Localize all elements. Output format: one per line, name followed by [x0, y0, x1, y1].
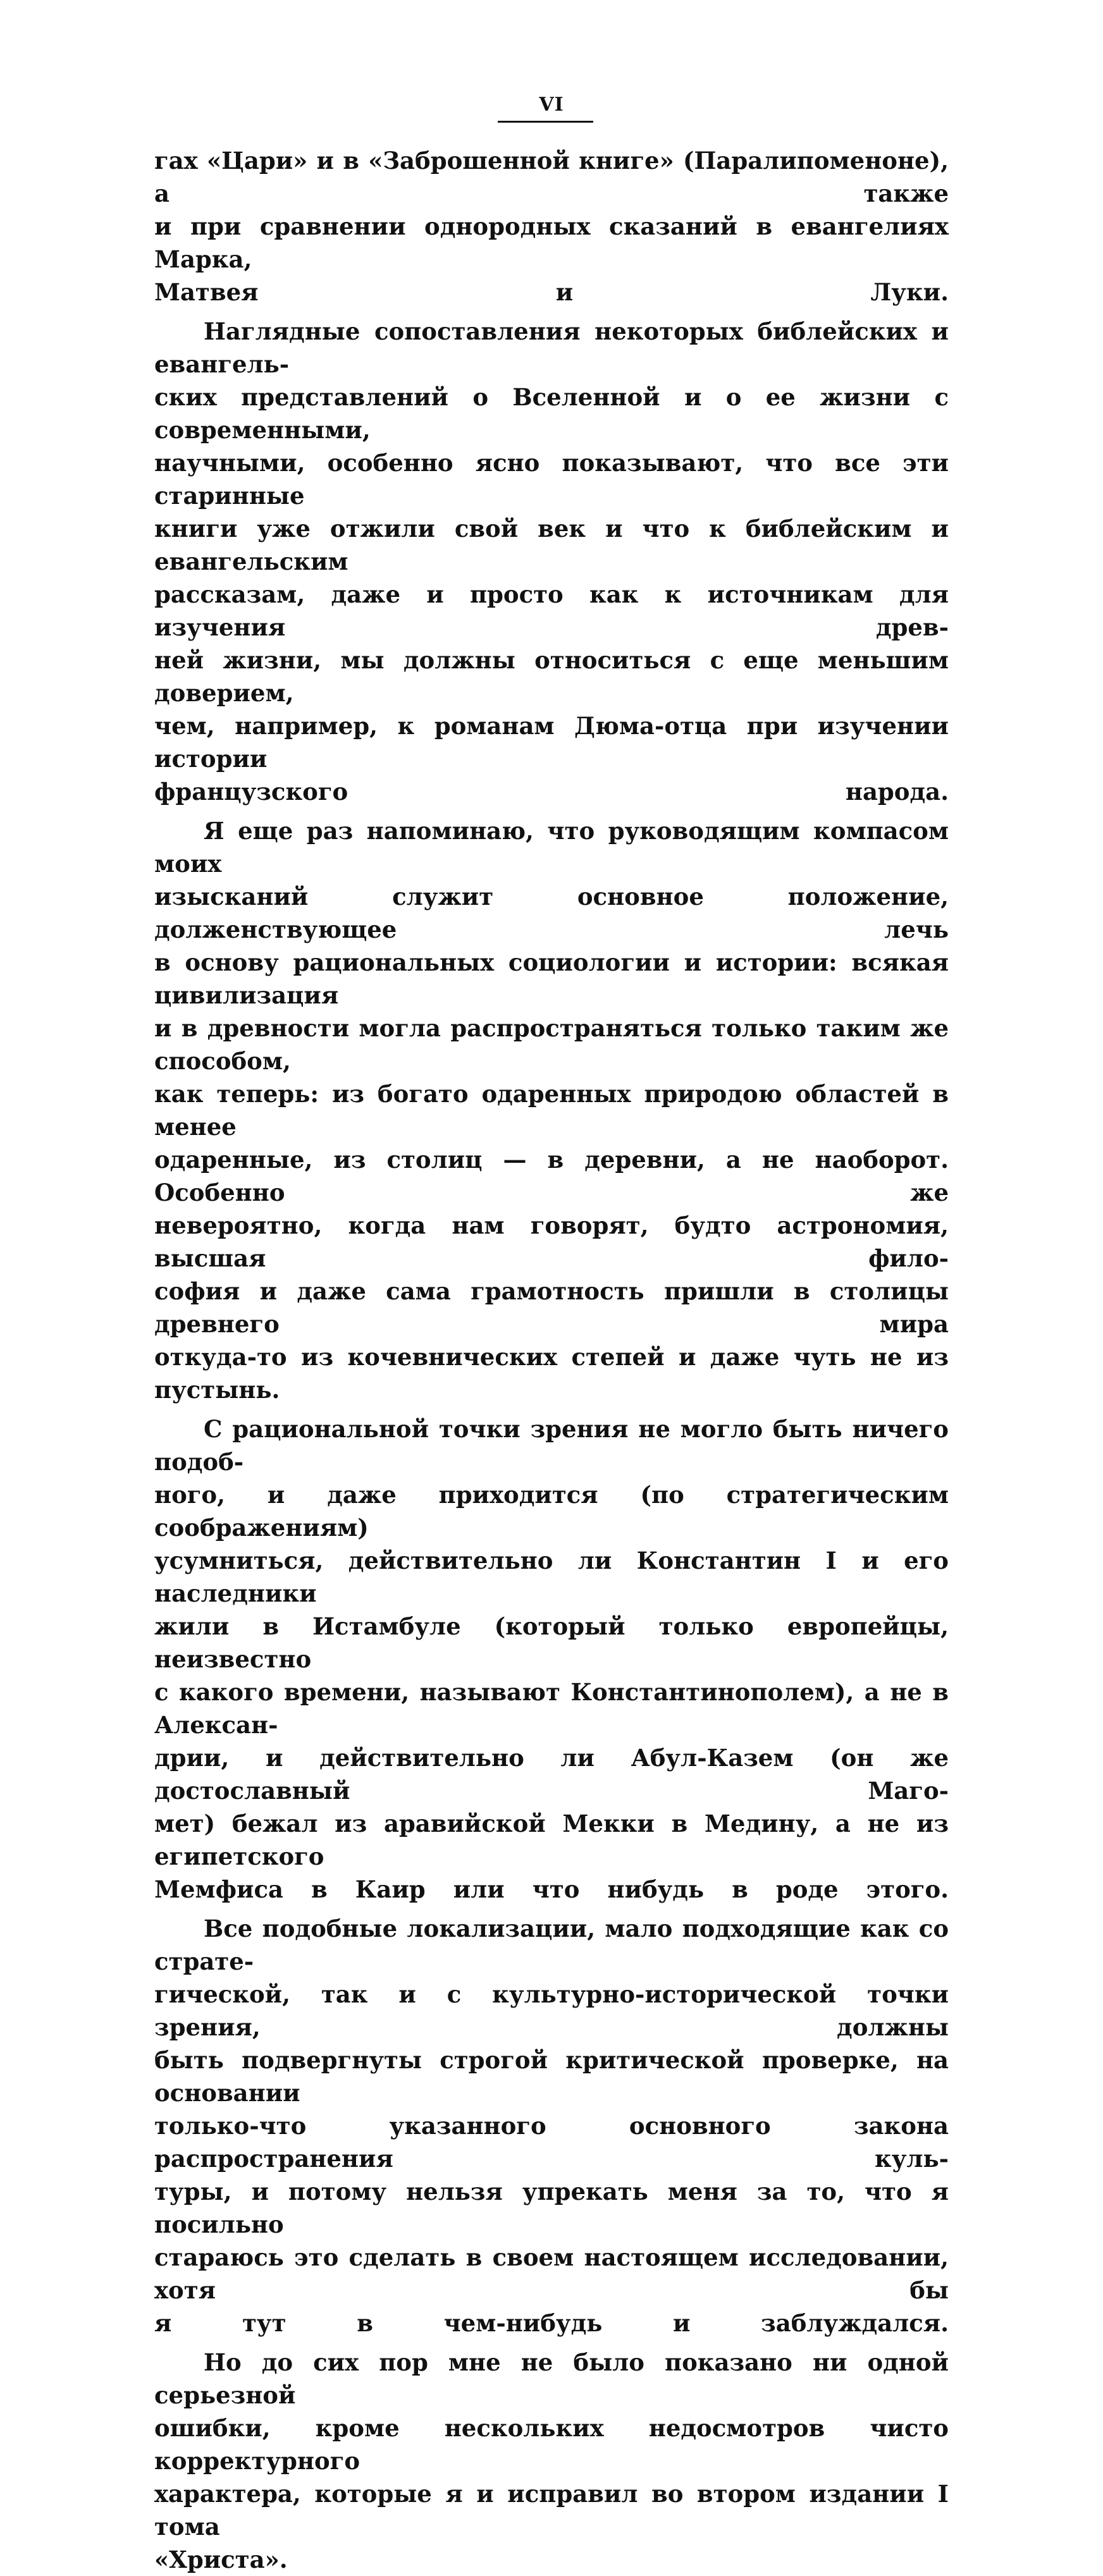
paragraph-1: гах «Цари» и в «Заброшенной книге» (Паралипоменоне), а также и при сравнении однородных сказаний в евангелиях Марка, Матвея и Луки. [154, 147, 949, 306]
paragraph-3: Я еще раз напоминаю, что руководящим компасом моих изысканий служит основное положение, долженствующее лечь в основу рациональных социологии и истории: всякая цивилизация и в древности могла распространяться только таким же способом, как теперь: из богато одаренных природою областей в менее одаренные, из столиц — в деревни, а не наоборот. Особенно же невероятно, когда нам говорят, будто астрономия, высшая фило- софия и даже сама грамотность пришли в столицы древнего мира откуда-то из кочевнических степей и даже чуть не из пустынь. [154, 817, 949, 1404]
paragraph-4: С рациональной точки зрения не могло быть ничего подоб- ного, и даже приходится (по стратегическим соображениям) усумниться, действительно ли Константин I и его наследники жили в Истамбуле (который только европейцы, неизвестно с какого времени, называют Константинополем), а не в Алексан- дрии, и действительно ли Абул-Казем (он же достославный Маго- мет) бежал из аравийской Мекки в Медину, а не из египетского Мемфиса в Каир или что нибудь в роде этого. [154, 1415, 949, 1903]
page-number: VI [539, 94, 564, 116]
paragraph-5: Все подобные локализации, мало подходящие как со страте- гической, так и с культурно-исторической точки зрения, должны быть подвергнуты строгой критической проверке, на основании только-что указанного основного закона распространения куль- туры, и потому нельзя упрекать меня за то, что я посильно стараюсь это сделать в своем настоящем исследовании, хотя бы я тут в чем-нибудь и заблуждался. [154, 1915, 949, 2337]
paragraph-2: Наглядные сопоставления некоторых библейских и евангель- ских представлений о Вселенной и о ее жизни с современными, научными, особенно ясно показывают, что все эти старинные книги уже отжили свой век и что к библейским и евангельским рассказам, даже и просто как к источникам для изучения древ- ней жизни, мы должны относиться с еще меньшим доверием, чем, например, к романам Дюма-отца при изучении истории французского народа. [154, 317, 949, 806]
paragraph-6: Но до сих пор мне не было показано ни одной серьезной ошибки, кроме нескольких недосмотров чисто корректурного характера, которые я и исправил во втором издании I тома «Христа». [154, 2348, 949, 2573]
body-text [154, 144, 949, 2576]
header-rule [498, 121, 593, 123]
